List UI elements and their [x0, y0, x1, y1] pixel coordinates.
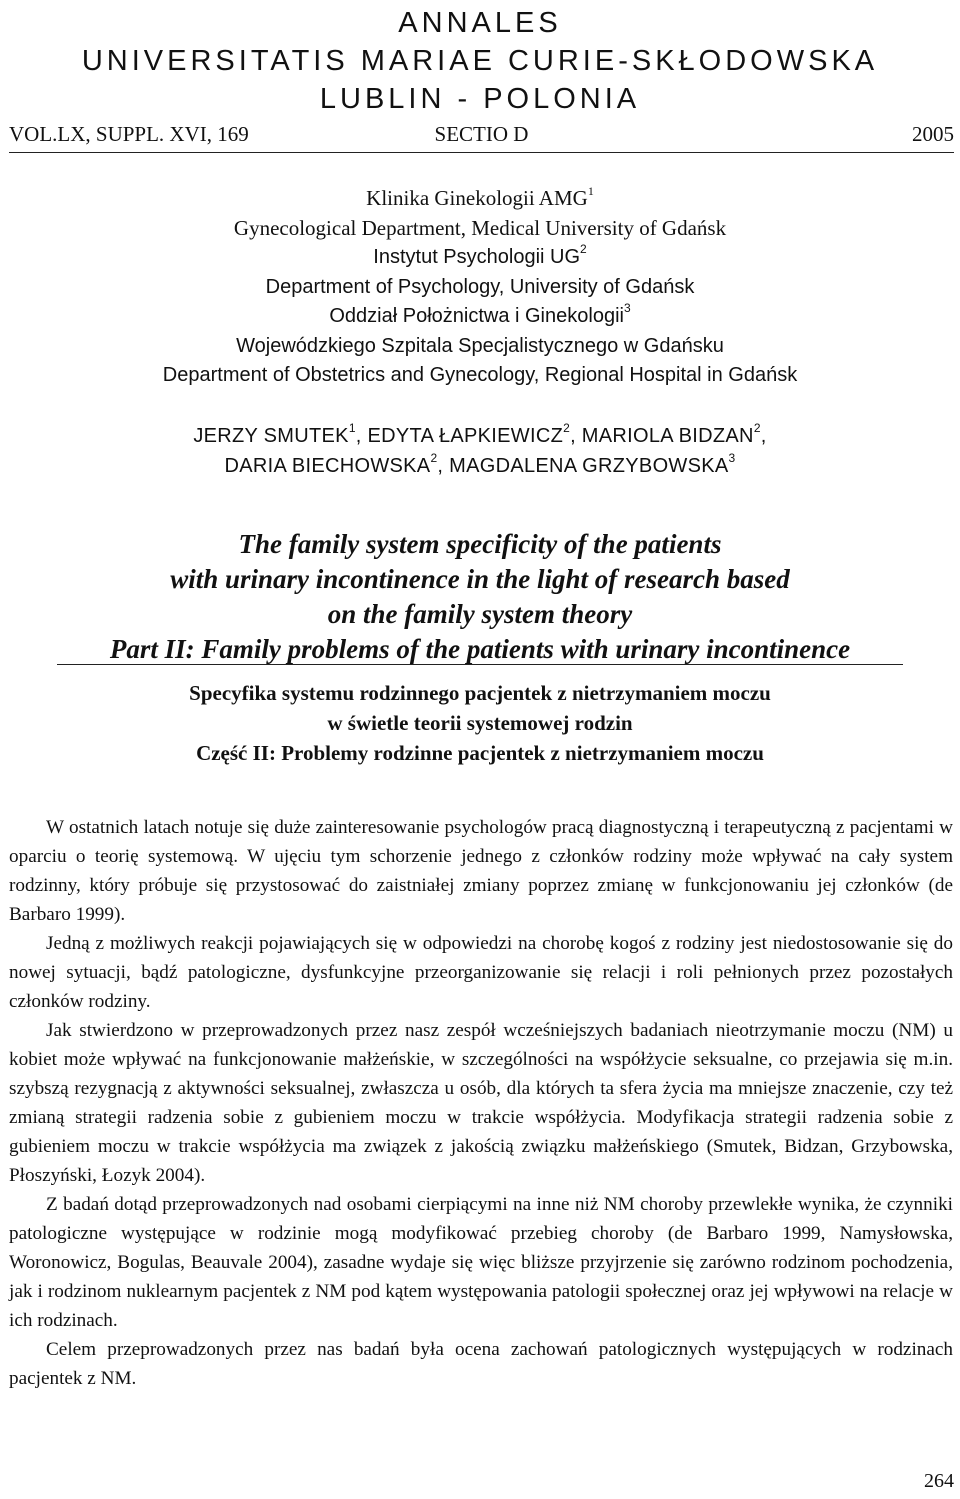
title-line: The family system specificity of the patients [238, 529, 722, 559]
paragraph: Z badań dotąd przeprowadzonych nad osobami cierpiącymi na inne niż NM choroby przewlekłe wynika, że czynniki patologiczne występujące w rodzinie mogą modyfikować przebieg choroby (de Barbaro 1999, Namysłowska, Woronowicz, Bogulas, Beauvale 2004), zasadne wydaje się więc bliższe przyjrzenie się zarówno rodzinom pochodzenia, jak i rodzinom nuklearnym pacjentek z NM pod kątem występowania patologii społecznej oraz jej wpływowi na relacje w ich rodzinach. [9, 1194, 953, 1331]
affiliation-line: Wojewódzkiego Szpitala Specjalistycznego w Gdańsku [236, 334, 724, 357]
sectio-label: SECTIO D [434, 122, 529, 146]
author-list [0, 421, 960, 481]
title-line: with urinary incontinence in the light of research based [170, 564, 790, 594]
issue-info-bar [9, 118, 954, 153]
article-body [9, 813, 953, 1393]
journal-name-line1: ANNALES [398, 7, 562, 39]
article-title-english [0, 527, 960, 667]
paragraph: Celem przeprowadzonych przez nas badań była ocena zachowań patologicznych występujących w rodzinach pacjentek z NM. [9, 1339, 953, 1389]
affiliation-line: Gynecological Department, Medical University of Gdańsk [233, 215, 727, 240]
article-title-polish [0, 678, 960, 768]
affiliation-line: Department of Obstetrics and Gynecology, Regional Hospital in Gdańsk [162, 364, 798, 386]
title-line: Specyfika systemu rodzinnego pacjentek z nietrzymaniem moczu [189, 681, 771, 705]
journal-header [0, 0, 960, 118]
title-line: Część II: Problemy rodzinne pacjentek z nietrzymaniem moczu [196, 741, 764, 765]
journal-name-line2: UNIVERSITATIS MARIAE CURIE-SKŁODOWSKA [81, 45, 879, 77]
title-line: w świetle teorii systemowej rodzin [327, 711, 633, 735]
affiliation-line: Instytut Psychologii $UG^2$ [373, 242, 587, 268]
title-line: Part II: Family problems of the patients with urinary incontinence [109, 634, 851, 664]
paragraph: Jak stwierdzono w przeprowadzonych przez nasz zespół wcześniejszych badaniach nieotrzymanie moczu (NM) u kobiet może wpływać na funkcjonowanie małżeńskie, w szczególności na współżycie seksualne, co przejawia się m.in. szybszą rezygnacją z aktywności seksualnej, zwłaszcza u osób, dla których ta sfera życia ma mniejsze znaczenie, czy też zmianą strategii radzenia sobie z gubieniem moczu w trakcie współżycia. Modyfikacja strategii radzenia sobie z gubieniem moczu w trakcie współżycia ma związek z jakością związku małżeńskiego (Smutek, Bidzan, Grzybowska, Płoszyński, Łozyk 2004). [9, 1020, 953, 1186]
author-line: DARIA BIECHOWSKA$^2$, MAGDALENA GRZYBOWSKA$^3$ [224, 451, 736, 477]
title-divider [57, 664, 903, 665]
journal-location: LUBLIN - POLONIA [319, 83, 641, 115]
author-line: JERZY SMUTEK$^1$, EDYTA ŁAPKIEWICZ$^2$, MARIOLA BIDZAN$^2$, [193, 421, 767, 447]
affiliations [0, 184, 960, 391]
page-number: 264 [924, 1470, 954, 1492]
affiliation-line: Klinika Ginekologii AMG$^1$ [366, 184, 594, 210]
title-line: on the family system theory [327, 599, 633, 629]
affiliation-line: Oddział Położnictwa i Ginekologii$^3$ [329, 301, 631, 327]
volume-info: VOL.LX, SUPPL. XVI, 169 [9, 122, 249, 146]
paragraph: W ostatnich latach notuje się duże zainteresowanie psychologów pracą diagnostyczną i terapeutyczną z pacjentami w oparciu o teorię systemową. W ujęciu tym schorzenie jednego z członków rodziny może wpływać na cały system rodzinny, który próbuje się przystosować do zaistniałej zmiany poprzez zmianę w funkcjonowaniu jej członków (de Barbaro 1999). [9, 817, 953, 925]
year-label: 2005 [912, 122, 954, 146]
affiliation-line: Department of Psychology, University of Gdańsk [265, 275, 695, 298]
paragraph: Jedną z możliwych reakcji pojawiających się w odpowiedzi na chorobę kogoś z rodziny jest niedostosowanie się do nowej sytuacji, bądź patologiczne, dysfunkcyjne przeorganizowanie się relacji i roli pełnionych przez pozostałych członków rodziny. [9, 933, 953, 1012]
